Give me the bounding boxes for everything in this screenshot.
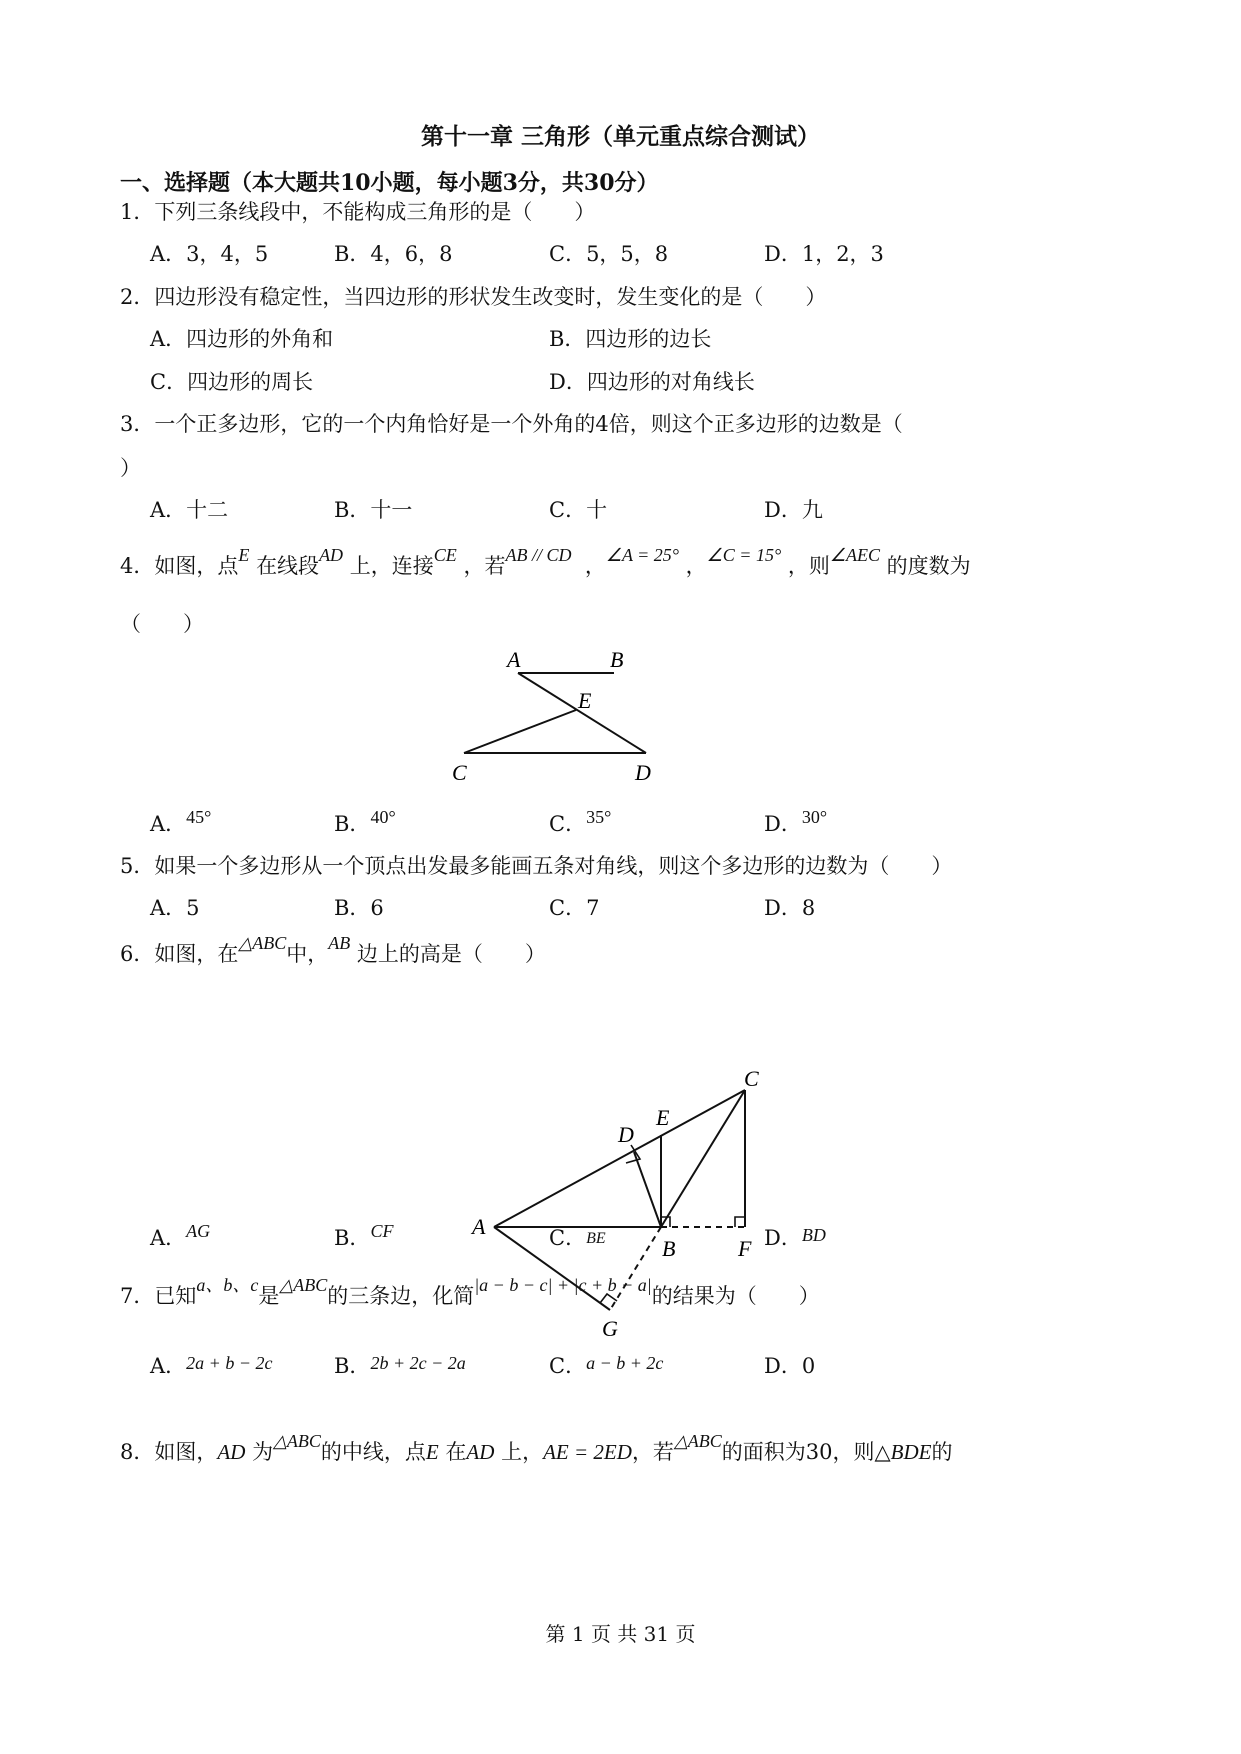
q8-segment-ad-2: AD [466,1440,495,1464]
q8-text-1: 为 [252,1440,274,1464]
q5-option-d: D．8 [764,896,816,920]
q4-angle-c: ∠C = 15° [706,545,782,565]
q8-text-7: 的 [931,1440,953,1464]
q4-option-d [764,808,827,838]
q7-option-a [150,1350,272,1380]
q6-option-b [334,1222,393,1252]
section-heading: 一、选择题（本大题共10小题，每小题3分，共30分） [120,170,659,196]
q4-label-e: E [578,688,592,713]
page-title: 第十一章 三角形（单元重点综合测试） [420,123,820,150]
q6-option-c [549,1222,606,1252]
q8-triangle-2: △ABC [673,1431,722,1451]
question-2-stem: 2．四边形没有稳定性，当四边形的形状发生改变时，发生变化的是（ ） [120,285,827,309]
q4-angle-a: ∠A = 25° [605,545,679,565]
q8-text-3: 在 [445,1440,467,1464]
q7-expression: |a − b − c| + |c + b − a| [474,1275,652,1295]
q7-option-c-letter: C． [549,1354,587,1378]
q8-text-6: 的面积为30，则△ [721,1440,891,1464]
q5-option-c: C．7 [549,896,600,920]
q4-option-a-letter: A． [150,812,187,836]
question-7-stem [120,1275,820,1310]
q8-equation: AE = 2ED [543,1440,632,1464]
q6-option-c-letter: C． [549,1226,587,1250]
q6-option-c-value: BE [586,1230,606,1247]
q4-option-c-value: 35° [586,807,612,827]
q2-option-c: C．四边形的周长 [150,370,314,394]
q7-text-3: 的结果为（ ） [651,1284,820,1308]
q6-option-b-value: CF [370,1221,394,1241]
q8-num: 8．如图， [120,1440,218,1464]
q4-option-b-letter: B． [334,812,371,836]
q7-option-a-value: 2a + b − 2c [186,1353,273,1373]
question-8-stem [120,1431,953,1466]
q6-label-g: G [602,1316,618,1340]
q6-label-c: C [744,1070,759,1091]
q2-option-a: A．四边形的外角和 [150,327,334,351]
q2-option-d: D．四边形的对角线长 [549,370,755,394]
q6-num: 6．如图，在 [120,942,239,966]
q8-text-2: 的中线，点 [320,1440,426,1464]
q4-parallel: AB // CD [505,545,572,565]
q4-figure-labels [450,640,770,790]
q7-option-b-letter: B． [334,1354,371,1378]
q3-option-c: C．十 [549,498,608,522]
q6-option-d [764,1222,826,1252]
q8-segment-ad: AD [217,1440,246,1464]
q8-point-e: E [425,1440,439,1464]
q8-triangle: △ABC [273,1431,321,1451]
q4-segment-ce: CE [433,545,457,565]
q4-label-a: A [507,647,521,672]
q4-text-5: 的度数为 [886,554,971,578]
q4-text-1: 在线段 [256,554,320,578]
q6-text-2: 边上的高是（ ） [356,942,546,966]
q4-label-b: B [610,647,624,672]
q7-option-b-value: 2b + 2c − 2a [370,1353,466,1373]
q1-option-b: B．4，6，8 [334,242,453,266]
q4-option-b [334,808,396,838]
question-1-stem: 1．下列三条线段中，不能构成三角形的是（ ） [120,200,596,224]
q6-label-b: B [662,1236,676,1261]
question-5-stem: 5．如果一个多边形从一个顶点出发最多能画五条对角线，则这个多边形的边数为（ ） [120,854,953,878]
q7-option-b [334,1350,466,1380]
q7-option-c-value: a − b + 2c [586,1353,664,1373]
q7-vars: a、b、c [196,1275,259,1295]
q4-point-e: E [238,545,250,565]
q6-option-b-letter: B． [334,1226,371,1250]
q6-text-1: 中， [286,942,329,966]
q3-option-b: B．十一 [334,498,413,522]
q6-label-e: E [656,1105,670,1130]
q7-option-a-letter: A． [150,1354,187,1378]
q4-label-c: C [452,760,467,785]
q7-triangle: △ABC [279,1275,328,1295]
q4-option-a-value: 45° [186,807,212,827]
q8-text-5: ，若 [631,1440,674,1464]
q3-option-a: A．十二 [150,498,229,522]
question-6-stem [120,933,546,968]
q8-text-4: 上， [501,1440,544,1464]
question-3-stem: 3．一个正多边形，它的一个内角恰好是一个外角的4倍，则这个正多边形的边数是（ [120,412,903,436]
q1-option-d: D．1，2，3 [764,242,884,266]
q7-text-1: 是 [258,1284,280,1308]
q4-angle-aec: ∠AEC [829,545,880,565]
q4-option-a [150,808,211,838]
q4-answer-paren: （ ） [120,612,204,636]
q6-option-a [150,1222,210,1252]
q2-option-b: B．四边形的边长 [549,327,712,351]
q4-num: 4．如图，点 [120,554,239,578]
q7-text-2: 的三条边，化简 [327,1284,475,1308]
q5-option-a: A．5 [150,896,200,920]
q3-option-d: D．九 [764,498,823,522]
q6-label-a: A [472,1214,486,1239]
q6-option-d-value: BD [801,1225,826,1245]
q8-triangle-bde: BDE [890,1440,932,1464]
q6-label-f: F [738,1236,752,1261]
q4-label-d: D [635,760,651,785]
q6-option-a-value: AG [186,1221,211,1241]
q1-option-a: A．3，4，5 [150,242,269,266]
q4-text-2: 上，连接 [349,554,434,578]
q4-sep-1: ， [584,554,606,578]
q4-option-d-letter: D． [764,812,802,836]
q7-option-d: D．0 [764,1354,816,1378]
q6-option-d-letter: D． [764,1226,802,1250]
q4-text-4: ，则 [787,554,830,578]
q1-option-c: C．5，5，8 [549,242,669,266]
q4-option-c [549,808,611,838]
q4-sep-2: ， [685,554,707,578]
q4-segment-ad: AD [319,545,344,565]
q7-option-c [549,1350,663,1380]
q4-option-d-value: 30° [801,807,828,827]
q4-option-c-letter: C． [549,812,587,836]
page-footer: 第 1 页 共 31 页 [545,1622,696,1646]
q4-text-3: ，若 [463,554,506,578]
q7-num: 7．已知 [120,1284,197,1308]
q5-option-b: B．6 [334,896,384,920]
question-4-stem [120,545,971,580]
q6-side-ab: AB [328,933,351,953]
q4-option-b-value: 40° [370,807,396,827]
question-3-stem-cont: ） [120,456,141,480]
q6-triangle: △ABC [238,933,287,953]
q6-option-a-letter: A． [150,1226,187,1250]
q6-label-d: D [618,1122,634,1147]
